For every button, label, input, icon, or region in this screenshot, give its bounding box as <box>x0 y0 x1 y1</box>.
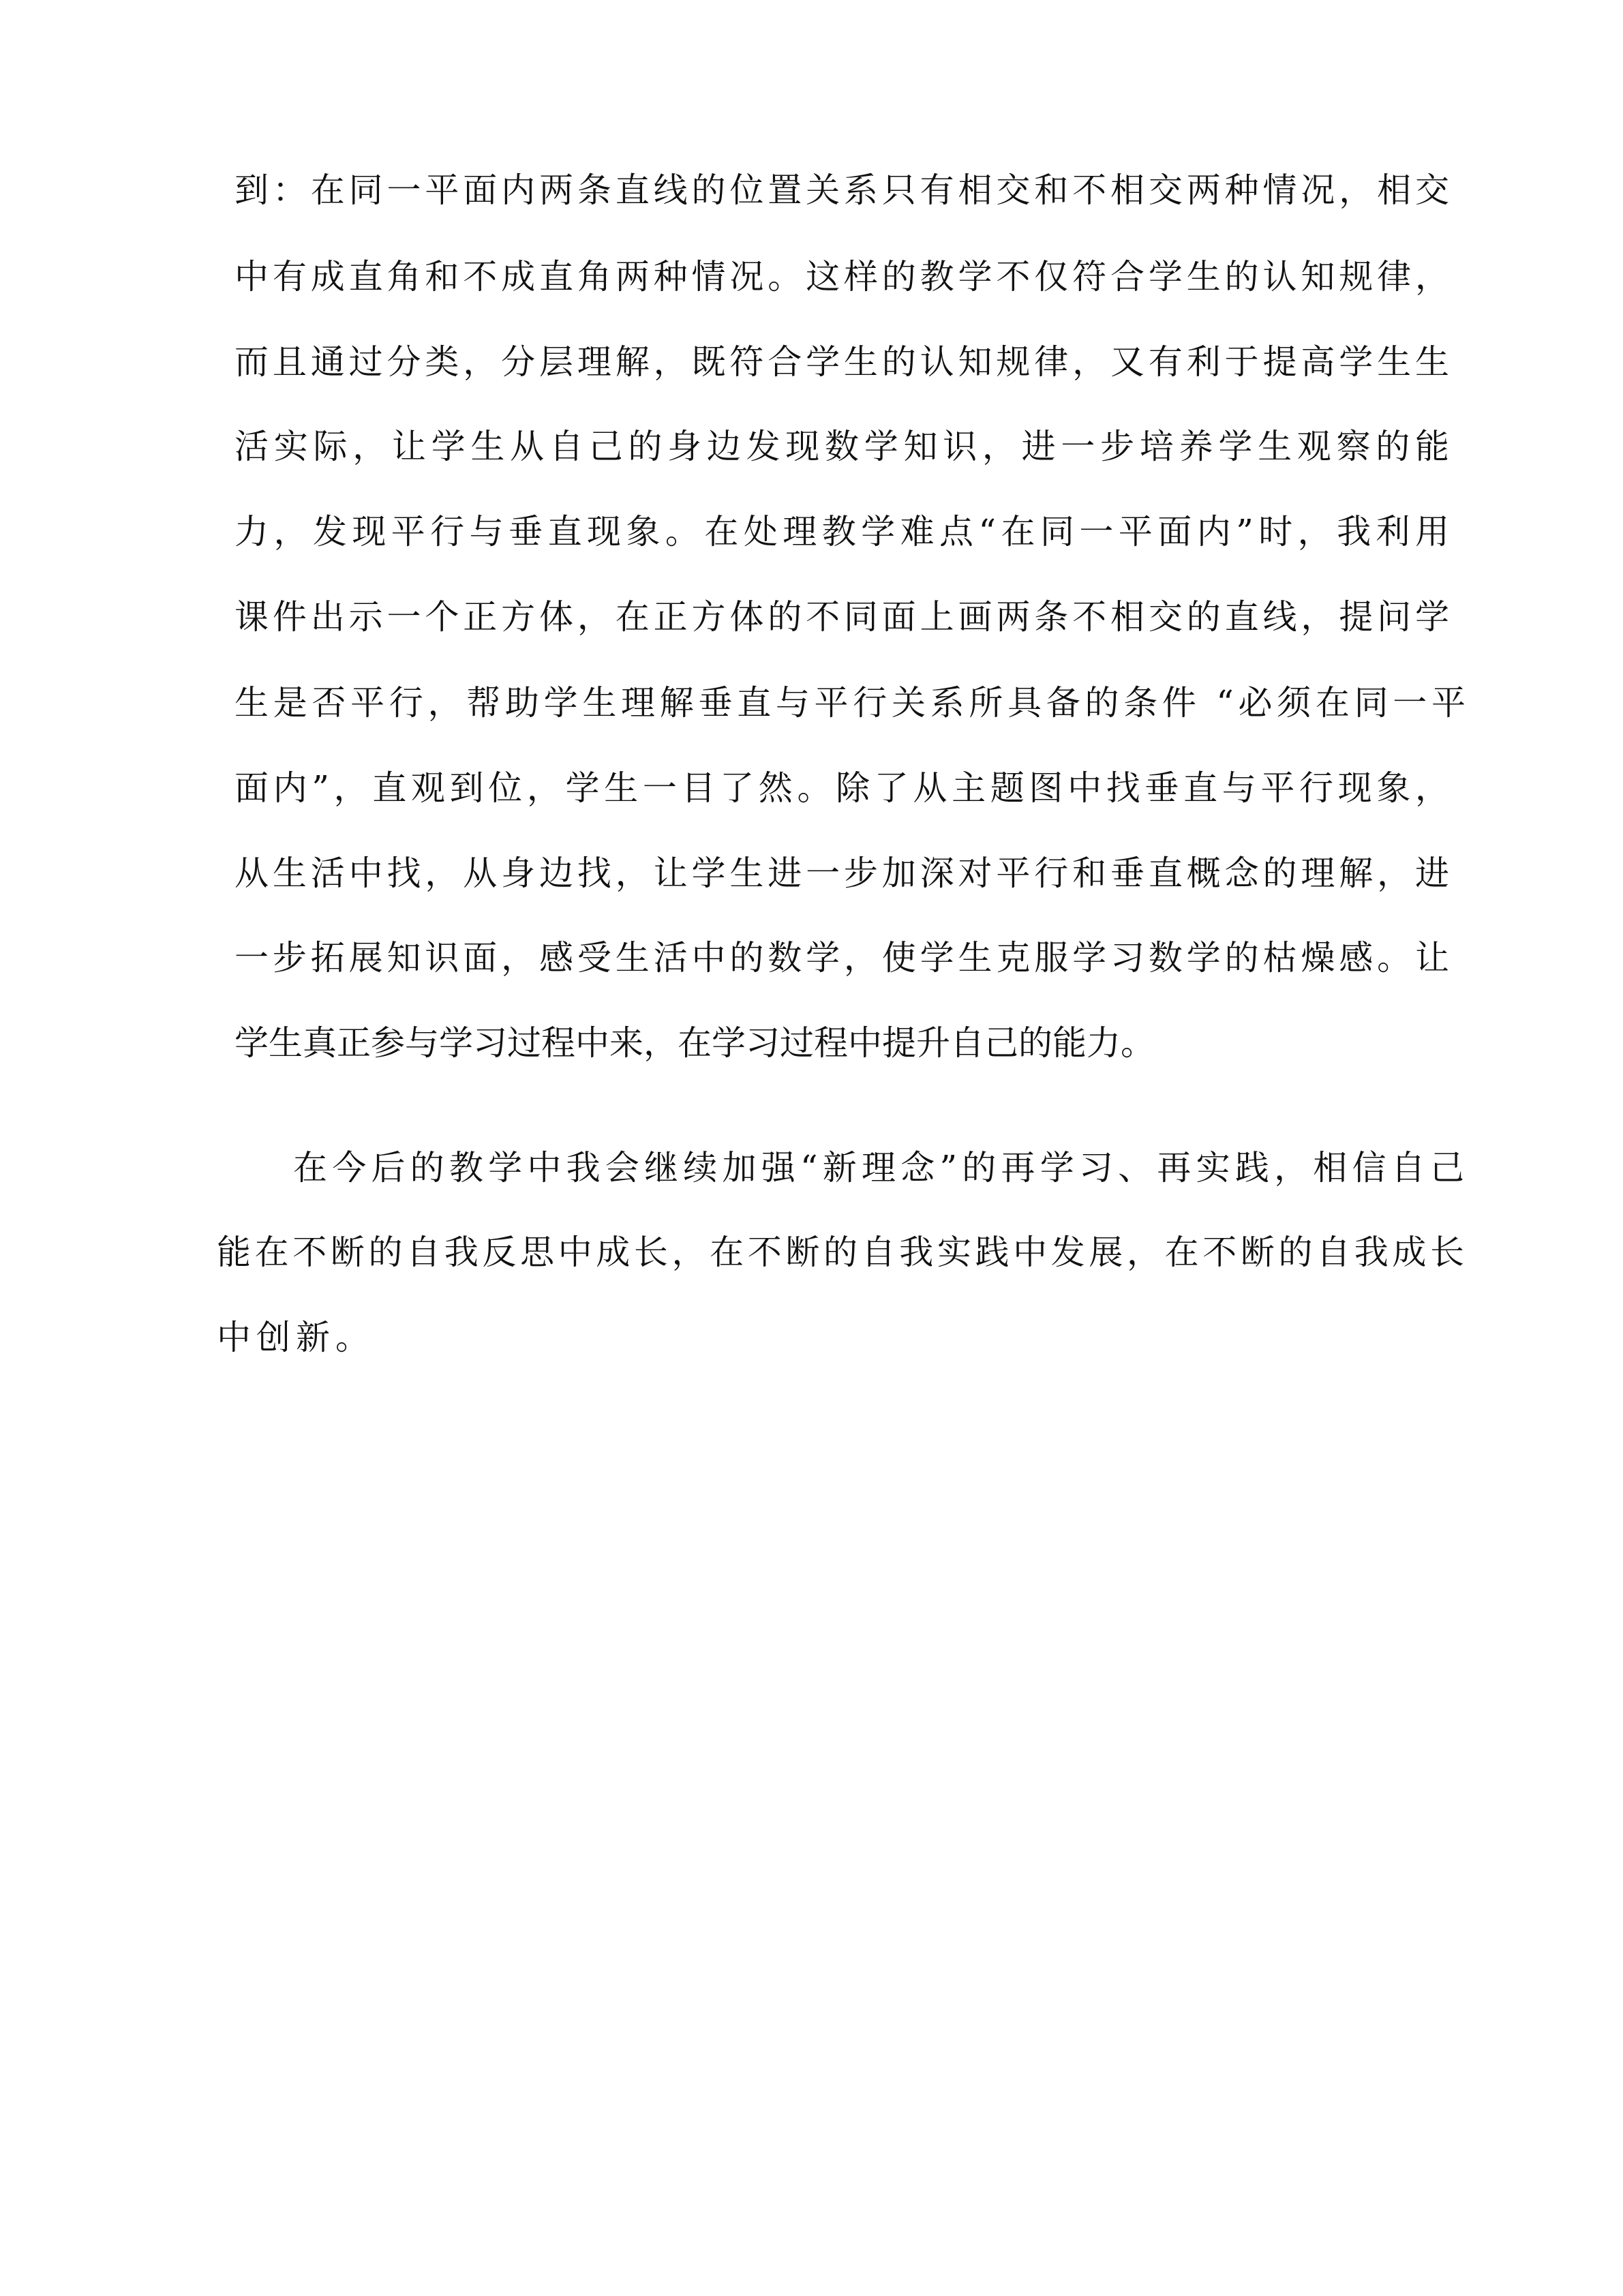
paragraph-1-line: 到：在同一平面内两条直线的位置关系只有相交和不相交两种情况，相交 <box>234 170 1449 210</box>
paragraph-1-line: 一步拓展知识面，感受生活中的数学，使学生克服学习数学的枯燥感。让 <box>234 938 1449 978</box>
paragraph-1-line: 课件出示一个正方体，在正方体的不同面上画两条不相交的直线，提问学 <box>234 597 1449 637</box>
paragraph-1-line: 从生活中找，从身边找，让学生进一步加深对平行和垂直概念的理解，进 <box>234 854 1449 893</box>
paragraph-1-line: 力，发现平行与垂直现象。在处理教学难点“在同一平面内”时，我利用 <box>234 512 1449 552</box>
paragraph-1-line: 生是否平行，帮助学生理解垂直与平行关系所具备的条件 “必须在同一平 <box>234 683 1466 723</box>
paragraph-1-line: 学生真正参与学习过程中来，在学习过程中提升自己的能力。 <box>234 1023 1155 1063</box>
paragraph-2-line: 在今后的教学中我会继续加强“新理念”的再学习、再实践，相信自己 <box>293 1148 1464 1188</box>
paragraph-2-line: 中创新。 <box>217 1318 375 1357</box>
paragraph-2-line: 能在不断的自我反思中成长，在不断的自我实践中发展，在不断的自我成长 <box>217 1233 1464 1272</box>
paragraph-1-line: 而且通过分类，分层理解，既符合学生的认知规律，又有利于提高学生生 <box>234 342 1449 382</box>
paragraph-1-line: 面内”，直观到位，学生一目了然。除了从主题图中找垂直与平行现象， <box>234 768 1449 808</box>
paragraph-1-line: 活实际，让学生从自己的身边发现数学知识，进一步培养学生观察的能 <box>234 427 1449 466</box>
paragraph-1-line: 中有成直角和不成直角两种情况。这样的教学不仅符合学生的认知规律， <box>234 257 1449 297</box>
